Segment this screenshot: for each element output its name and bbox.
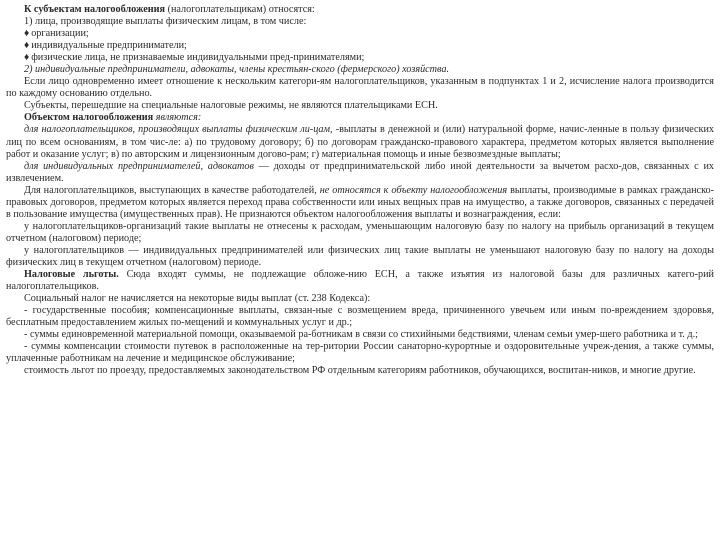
paragraph-object-payers [6, 124, 714, 160]
paragraph-employers [6, 185, 714, 221]
paragraph-individuals-condition: у налогоплательщиков — индивидуальных предпринимателей или физических лиц такие выплаты не уменьшают налоговую базу по налогу на доходы физических лиц в текущем отчетном (налоговом) периоде. [6, 244, 714, 268]
document-page [6, 4, 714, 377]
paragraph-item-2: 2) индивидуальные предприниматели, адвокаты, члены крестьян-ского (фермерского) хозяйства. [24, 64, 450, 76]
diamond-bullet-icon: ♦ [24, 52, 30, 64]
bullet-text: индивидуальные предприниматели; [31, 40, 187, 52]
text-employers-a: Для налогоплательщиков, выступающих в качестве работодателей, [24, 184, 320, 196]
bullet-individuals [6, 52, 714, 64]
paragraph-object-entrepreneurs [6, 161, 714, 185]
paragraph-social-tax: Социальный налог не начисляется на некоторые виды выплат (ст. 238 Кодекса): [24, 293, 371, 305]
paragraph-subjects-intro [6, 4, 714, 16]
term-tax-benefits: Налоговые льготы. [24, 269, 119, 281]
paragraph-travel-benefits: стоимость льгот по проезду, предоставляемых законодательством РФ отдельным категориям работников, обучающихся, воспитан-ников, и многие другие. [24, 365, 696, 377]
text-object-entrepreneurs: — доходы от предпринимательской либо иной деятельности за вычетом расхо-дов, связанных с их извлечением. [6, 160, 714, 184]
diamond-bullet-icon: ♦ [24, 28, 30, 40]
bullet-organizations [6, 28, 714, 40]
diamond-bullet-icon: ♦ [24, 40, 30, 52]
bullet-text: организации; [31, 28, 89, 40]
bullet-entrepreneurs [6, 40, 714, 52]
text-object-payers: -выплаты в денежной и (или) натуральной форме, начис-ленные в пользу физических лиц по всем основаниям, в том чис-ле: а) по трудовому договору; б) по договорам гражданско-правового характера, предметом которых является выполнение работ и оказание услуг; в) по авторским и лицензионным догово-рам; г) материальная помощь и иные безвозмездные выплаты; [6, 124, 714, 160]
paragraph-special-regimes: Субъекты, перешедшие на специальные налоговые режимы, не являются плательщиками ЕСН. [24, 100, 438, 112]
paragraph-multiple-categories: Если лицо одновременно имеет отношение к нескольким категори-ям налогоплательщиков, указанным в подпунктах 1 и 2, исчисление налога производится по каждому основанию отдельно. [6, 76, 714, 100]
text-object-intro: являются: [153, 112, 202, 124]
text-tax-benefits: Сюда входят суммы, не подлежащие обложе-нию ЕСН, а также изъятия из налоговой базы для различных катего-рий налогоплательщиков. [6, 269, 715, 293]
paragraph-dash-vouchers: - суммы компенсации стоимости путевок в расположенные на тер-ритории России санаторно-курортные и оздоровительные учреж-дения, а также суммы, уплаченные работникам на лечение и медицинское обслуживание; [6, 341, 714, 365]
term-subjects: К субъектам налогообложения [24, 4, 166, 15]
paragraph-object-intro [6, 112, 714, 124]
text-employers-emphasis: не относятся к объекту налогообложения [319, 184, 508, 196]
paragraph-tax-benefits [6, 269, 714, 293]
paragraph-organizations-condition: у налогоплательщиков-организаций такие выплаты не отнесены к расходам, уменьшающим налоговую базу по налогу на прибыль организаций в текущем отчетном (налоговом) периоде; [6, 220, 714, 244]
text-employers-c: выплаты, производимые в рамках гражданско-правовых договоров, предметом которых является переход права собственности или иных вещных прав на имущество, а также договоров, связанных с передачей в пользование имущества (имущественных прав). Не признаются объектом налогообложения выплаты и вознаграждения, если: [6, 184, 714, 220]
text-object-payers-lead: для налогоплательщиков, производящих выплаты физическим ли-цам, [24, 124, 333, 136]
paragraph-item-1: 1) лица, производящие выплаты физическим лицам, в том числе: [24, 16, 307, 28]
text-subjects-intro: (налогоплательщикам) относятся: [165, 4, 315, 15]
bullet-text: физические лица, не признаваемые индивидуальными пред-принимателями; [31, 52, 365, 64]
paragraph-dash-state-benefits: - государственные пособия; компенсационные выплаты, связан-ные с возмещением вреда, причиненного увечьем или иным по-вреждением здоровья, бесплатным предоставлением жилых по-мещений и коммунальных услуг и др.; [6, 305, 714, 329]
text-object-entrepreneurs-lead: для индивидуальных предпринимателей, адвокатов [24, 160, 254, 172]
term-object: Объектом налогообложения [24, 112, 154, 124]
paragraph-dash-material-aid: - суммы единовременной материальной помощи, оказываемой ра-ботникам в связи со стихийными бедствиями, членам семьи умер-шего работника и т. д.; [24, 329, 698, 341]
